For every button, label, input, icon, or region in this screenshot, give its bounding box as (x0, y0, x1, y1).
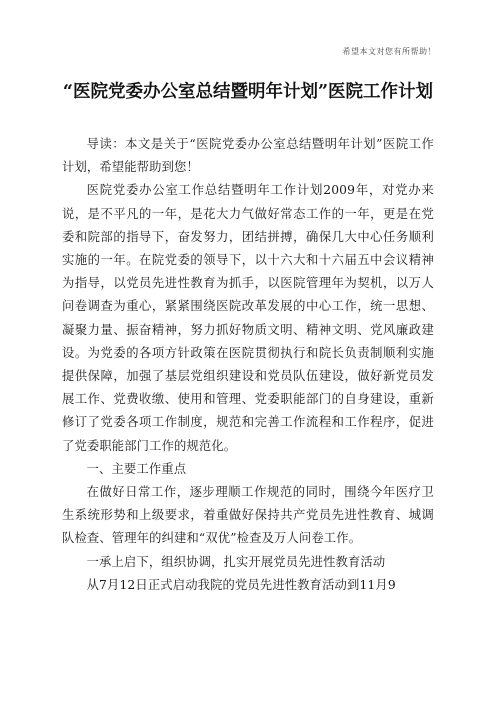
section-heading: 一、主要工作重点 (86, 461, 187, 476)
subsection-heading: 一承上启下，组织协调，扎实开展党员先进性教育活动 (86, 554, 386, 569)
summary-paragraph: 医院党委办公室工作总结暨明年工作计划2009年，对党办来说，是不平凡的一年，是花大力气做好常态工作的一年，更是在党委和院部的指导下，奋发努力，团结拼搏，确保几大中心任务顺利实施的一年。在院党委的领导下，以十六大和十六届五中会议精神为指导，以党员先进性教育为抓手，以医院管理年为契机，以万人问卷调查为重心，紧紧围绕医院改革发展的中心工作，统一思想、凝聚力量、振奋精神，努力抓好物质文明、精神文明、党风廉政建设。为党委的各项方针政策在医院贯彻执行和院长负责制顺利实施提供保障，加强了基层党组织建设和党员队伍建设，做好新党员发展工作、党费收缴、使用和管理、党委职能部门的自身建设，重新修订了党委各项工作制度，规范和完善工作流程和工作程序，促进了党委职能部门工作的规范化。 (62, 183, 434, 453)
document-title: “医院党委办公室总结暨明年计划”医院工作计划 (62, 82, 434, 102)
intro-paragraph: 导读：本文是关于“医院党委办公室总结暨明年计划”医院工作计划，希望能帮助到您！ (62, 137, 434, 175)
section-paragraph: 在做好日常工作，逐步理顺工作规范的同时，围绕今年医疗卫生系统形势和上级要求，着重做好保持共产党员先进性教育、城调队检查、管理年的纠建和“双优”检查及万人问卷工作。 (62, 485, 434, 546)
header-note: 希望本文对您有所帮助！ (342, 47, 436, 56)
subsection-paragraph: 从7月12日正式启动我院的党员先进性教育活动到11月9 (86, 577, 396, 592)
document-body (62, 133, 434, 597)
